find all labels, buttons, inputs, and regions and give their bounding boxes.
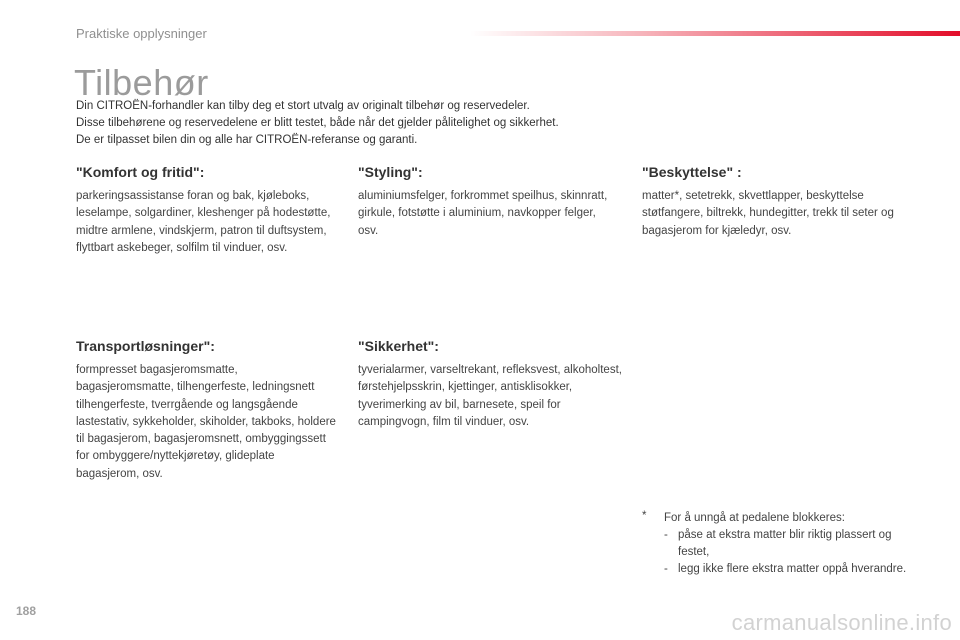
section-heading: "Styling": <box>358 164 423 180</box>
footnote-marker: * <box>642 510 647 522</box>
section-heading: "Sikkerhet": <box>358 338 439 354</box>
footnote-dash: - <box>664 563 668 575</box>
footnote-heading: For å unngå at pedalene blokkeres: <box>664 512 845 524</box>
section-komfort <box>76 164 336 257</box>
section-heading: "Beskyttelse" : <box>642 164 742 180</box>
running-header: Praktiske opplysninger <box>76 26 207 41</box>
section-body: parkeringsassistanse foran og bak, kjøleboks, leselampe, solgardiner, kleshenger på hodestøtte, midtre armlene, vindskjerm, patron til duftsystem, flyttbart askebeger, solfilm til vinduer, osv. <box>76 190 331 254</box>
section-beskyttelse <box>642 164 912 240</box>
footnote-item <box>664 561 912 578</box>
intro-line: Din CITROËN-forhandler kan tilby deg et stort utvalg av originalt tilbehør og reservedeler. <box>76 100 530 112</box>
section-transport <box>76 338 336 483</box>
footnote-list <box>642 527 912 578</box>
section-body: tyverialarmer, varseltrekant, refleksvest, alkoholtest, førstehjelpsskrin, kjettinger, antisklisokker, tyverimerking av bil, barnesete, speil for campingvogn, film til vinduer, osv. <box>358 364 622 428</box>
section-styling <box>358 164 618 240</box>
section-body: matter*, setetrekk, skvettlapper, beskyttelse støtfangere, biltrekk, hundegitter, trekk til seter og bagasjerom for kjæledyr, osv. <box>642 190 894 237</box>
section-heading: Transportløsninger": <box>76 338 215 354</box>
section-body: aluminiumsfelger, forkrommet speilhus, skinnratt, girkule, fotstøtte i aluminium, navkopper felger, osv. <box>358 190 608 237</box>
watermark: carmanualsonline.info <box>731 610 952 635</box>
intro-line: Disse tilbehørene og reservedelene er blitt testet, både når det gjelder pålitelighet og sikkerhet. <box>76 117 559 129</box>
header-accent-bar <box>470 31 960 36</box>
section-heading: "Komfort og fritid": <box>76 164 205 180</box>
footnote-item-text: legg ikke flere ekstra matter oppå hverandre. <box>678 563 907 575</box>
intro-line: De er tilpasset bilen din og alle har CITROËN-referanse og garanti. <box>76 134 418 146</box>
page-number: 188 <box>16 604 37 618</box>
footnote-item-text: påse at ekstra matter blir riktig plassert og festet, <box>678 529 892 558</box>
footnote-item <box>664 527 912 561</box>
intro-paragraph <box>76 98 636 149</box>
footnote <box>642 510 912 578</box>
page-title: Tilbehør <box>74 62 209 103</box>
footnote-dash: - <box>664 529 668 541</box>
section-sikkerhet <box>358 338 628 431</box>
section-body: formpresset bagasjeromsmatte, bagasjeromsmatte, tilhengerfeste, ledningsnett tilhengerfeste, tverrgående og langsgående lastestativ, sykkeholder, skiholder, takboks, holdere til bagasjerom, bagasjeromsnett, ombyggingssett for ombyggere/nyttekjøretøy, glideplate bagasjerom, osv. <box>76 364 336 480</box>
